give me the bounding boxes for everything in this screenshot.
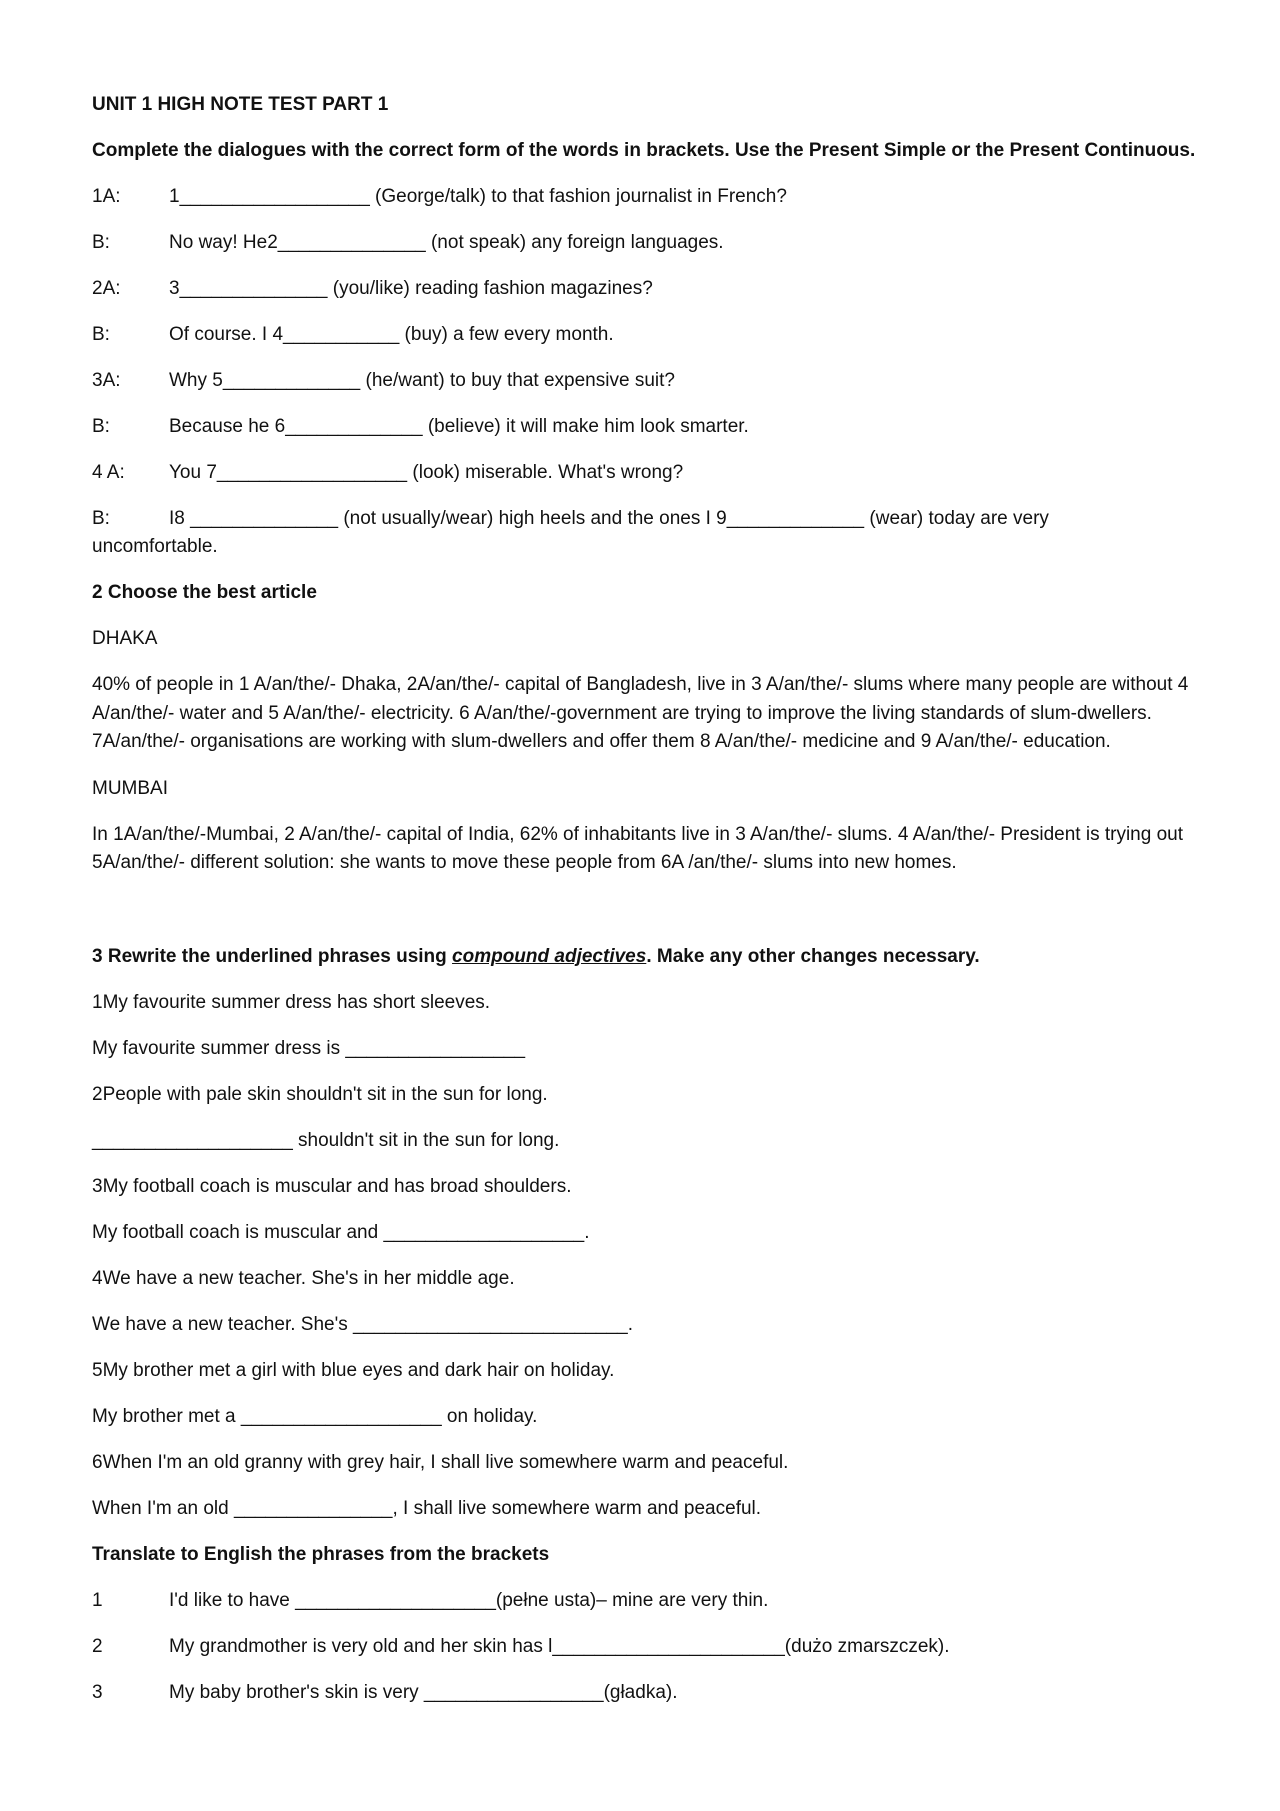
- speaker-label: B:: [92, 416, 110, 437]
- section3-heading-post: . Make any other changes necessary.: [646, 945, 980, 967]
- speaker-label: B:: [92, 324, 110, 345]
- dialogue-text: You 7__________________ (look) miserable. What's wrong?: [169, 462, 684, 483]
- speaker-label: 1A:: [92, 186, 121, 207]
- exercise-line: 2People with pale skin shouldn't sit in the sun for long.: [92, 1083, 548, 1105]
- exercise-line: ___________________ shouldn't sit in the sun for long.: [92, 1129, 560, 1151]
- dialogue-text: No way! He2______________ (not speak) any foreign languages.: [169, 232, 724, 253]
- dialogue-line: [92, 413, 1212, 459]
- dialogue-line: [92, 321, 1212, 367]
- dialogue-wrap: uncomfortable.: [92, 536, 218, 557]
- dhaka-paragraph: 40% of people in 1 A/an/the/- Dhaka, 2A/an/the/- capital of Bangladesh, live in 3 A/an/the/- slums where many people are without 4 A/an/the/- water and 5 A/an/the/- electricity. 6 A/an/the/-government are trying to improve the living standards of slum-dwellers. 7A/an/the/- organisations are working with slum-dwellers and offer them 8 A/an/the/- medicine and 9 A/an/the/- education.: [92, 674, 1189, 752]
- speaker-label: B:: [92, 232, 110, 253]
- dialogue-line: [92, 459, 1212, 505]
- speaker-label: 3A:: [92, 370, 121, 391]
- speaker-label: 2A:: [92, 278, 121, 299]
- speaker-label: 4 A:: [92, 462, 125, 483]
- dialogue-text: Of course. I 4___________ (buy) a few every month.: [169, 324, 614, 345]
- dialogue-line: [92, 229, 1212, 275]
- item-text: My baby brother's skin is very _________________(gładka).: [169, 1681, 678, 1703]
- exercise-line: 3My football coach is muscular and has broad shoulders.: [92, 1175, 572, 1197]
- exercise-line: 1My favourite summer dress has short sleeves.: [92, 991, 491, 1013]
- exercise-line: 5My brother met a girl with blue eyes and dark hair on holiday.: [92, 1359, 615, 1381]
- dialogue-line: [92, 505, 1212, 533]
- section1-instruction: Complete the dialogues with the correct form of the words in brackets. Use the Present Simple or the Present Continuous.: [92, 140, 1196, 161]
- section4-heading: Translate to English the phrases from the brackets: [92, 1543, 550, 1565]
- translate-item: [92, 1679, 1212, 1725]
- section3-heading-pre: 3 Rewrite the underlined phrases using: [92, 945, 453, 967]
- item-text: I'd like to have ___________________(pełne usta)– mine are very thin.: [169, 1589, 769, 1611]
- dialogue-text: Why 5_____________ (he/want) to buy that expensive suit?: [169, 370, 675, 391]
- exercise-line: When I'm an old _______________, I shall live somewhere warm and peaceful.: [92, 1497, 762, 1519]
- dialogue-line: [92, 275, 1212, 321]
- speaker-label: B:: [92, 508, 110, 529]
- dialogue-text: 1__________________ (George/talk) to that fashion journalist in French?: [169, 186, 787, 207]
- exercise-line: My football coach is muscular and ___________________.: [92, 1221, 590, 1243]
- item-text: My grandmother is very old and her skin has l______________________(dużo zmarszczek).: [169, 1635, 950, 1657]
- translate-item: [92, 1587, 1212, 1633]
- dialogue-text: Because he 6_____________ (believe) it will make him look smarter.: [169, 416, 749, 437]
- item-number: 3: [92, 1681, 103, 1703]
- section3-heading-underlined: compound adjectives: [452, 945, 647, 967]
- dialogue-text: 3______________ (you/like) reading fashion magazines?: [169, 278, 653, 299]
- dialogue-text: I8 ______________ (not usually/wear) high heels and the ones I 9_____________ (wear) today are very: [169, 508, 1049, 529]
- worksheet: [92, 91, 1212, 1725]
- dialogue-line: [92, 183, 1212, 229]
- item-number: 2: [92, 1635, 103, 1657]
- exercise-line: My favourite summer dress is _________________: [92, 1037, 526, 1059]
- item-number: 1: [92, 1589, 103, 1611]
- dialogue-line: [92, 367, 1212, 413]
- exercise-line: We have a new teacher. She's __________________________.: [92, 1313, 634, 1335]
- page-title: UNIT 1 HIGH NOTE TEST PART 1: [92, 94, 389, 115]
- dhaka-label: DHAKA: [92, 628, 158, 649]
- mumbai-label: MUMBAI: [92, 777, 168, 799]
- exercise-line: 6When I'm an old granny with grey hair, I shall live somewhere warm and peaceful.: [92, 1451, 789, 1473]
- translate-item: [92, 1633, 1212, 1679]
- exercise-line: 4We have a new teacher. She's in her middle age.: [92, 1267, 515, 1289]
- mumbai-paragraph: In 1A/an/the/-Mumbai, 2 A/an/the/- capital of India, 62% of inhabitants live in 3 A/an/the/- slums. 4 A/an/the/- President is trying out 5A/an/the/- different solution: she wants to move these people from 6A /an/the/- slums into new homes.: [92, 823, 1184, 873]
- exercise-line: My brother met a ___________________ on holiday.: [92, 1405, 538, 1427]
- section3-heading: [92, 943, 1212, 989]
- section2-heading: 2 Choose the best article: [92, 582, 317, 603]
